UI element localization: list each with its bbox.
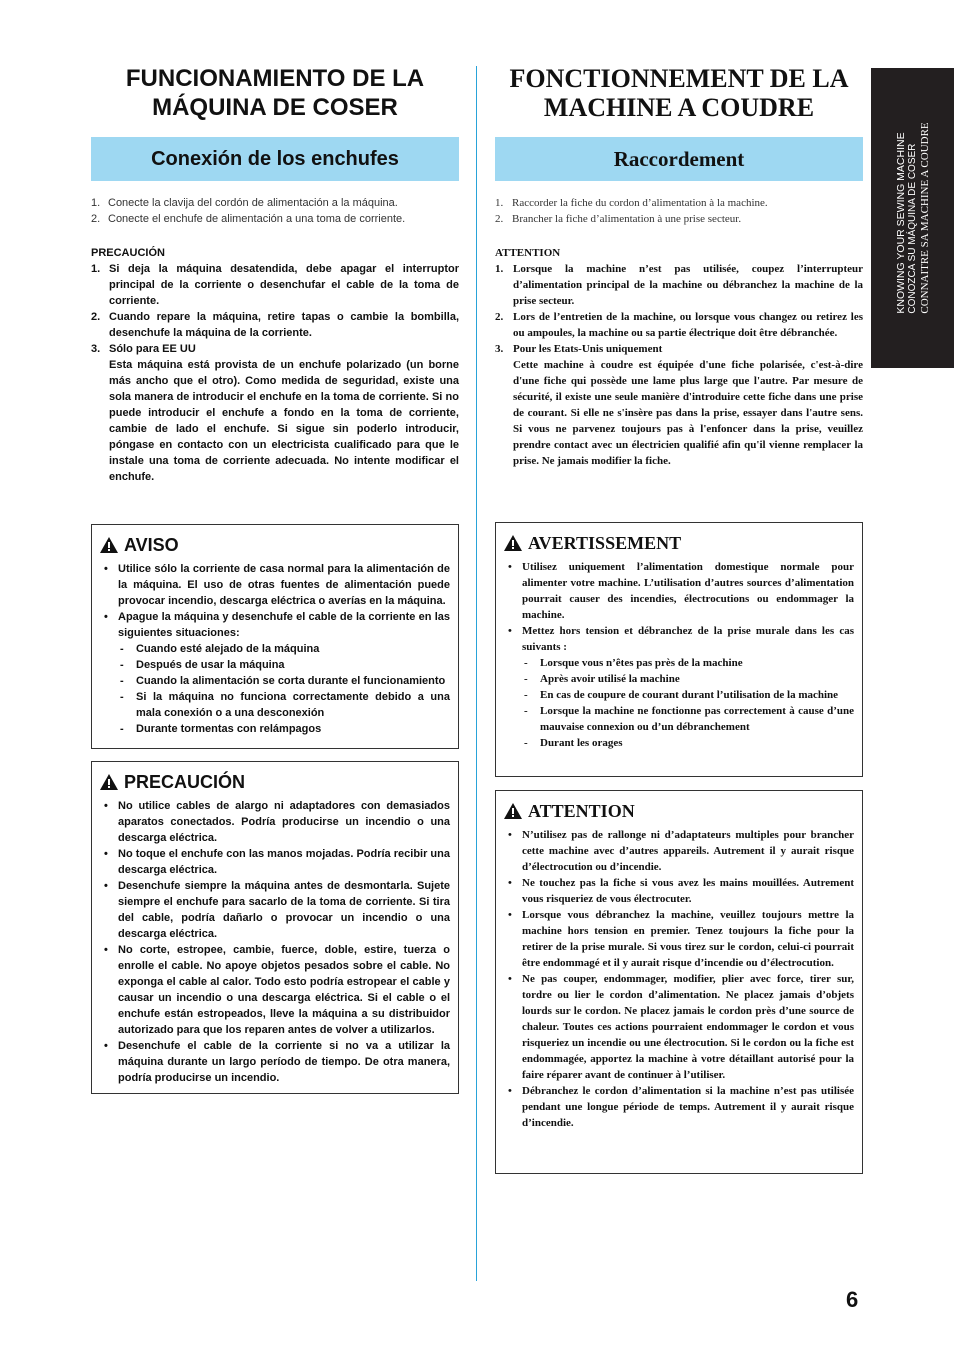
precaution-item: 1. Lorsque la machine n’est pas utilisée, coupez l’interrupteur d’alimentation principal de la machine ou débranchez la machine de la prise secteur. [495,263,863,307]
warning-triangle-icon [504,803,522,819]
avertissement-list [504,559,854,751]
chapter-label-es: CONOZCA SU MÁQUINA DE COSER [906,143,918,314]
warning-box-aviso [91,524,459,749]
precaution-item: 1. Si deja la máquina desatendida, debe apagar el interruptor principal de la corriente o desenchufar el cable de la toma de corriente. [91,263,459,307]
precaution-heading-es: PRECAUCIÓN [91,247,165,259]
page-title-es: FUNCIONAMIENTO DE LA MÁQUINA DE COSER [125,65,425,121]
page-number: 6 [846,1287,859,1312]
warning-triangle-icon [504,535,522,551]
sub-item: - Cuando esté alejado de la máquina [120,643,320,655]
step-item: 1. Raccorder la fiche du cordon d’alimentation à la machine. [495,197,768,209]
steps-list-fr [495,195,863,227]
precaution-item: 2. Lors de l’entretien de la machine, ou lorsque vous changez ou retirez les ou ampoules, la machine ou sa partie électrique doit être débranchée. [495,311,863,339]
step-item: 2. Conecte el enchufe de alimentación a una toma de corriente. [91,213,406,225]
list-item: • Mettez hors tension et débranchez de la prise murale dans les cas suivants : - Lorsque vous n’êtes pas près de la machine - Après avoir utilisé la machine - En cas de coupure de courant durant l’utilisation de la machine - Lorsque la machine ne fonctionne pas correctement à cause d’une mauvaise connexion ou d’un débranchement - Durant les orages [508,625,854,749]
sub-item: - Après avoir utilisé la machine [524,673,680,685]
chapter-side-tab [871,68,954,368]
precaution-item: 3. Sólo para EE UU Esta máquina está provista de un enchufe polarizado (un borne más ancho que el otro). Como medida de seguridad, existe una sola manera de introducir el enchufe en la toma de corriente. Si no puede introducir el enchufe a fondo en la toma de corriente, cambie de lado el enchufe. Si sigue sin poderlo introducir, póngase en contacto con un electricista cualificado para que le instale una toma de corriente adecuada. No intente modificar el enchufe. [91,343,459,483]
sub-item: - Si la máquina no funciona correctamente debido a una mala conexión o a una desconexión [120,691,450,719]
warning-box-heading: AVERTISSEMENT [504,531,854,555]
page-title-fr: FONCTIONNEMENT DE LA MACHINE A COUDRE [509,64,849,122]
list-item: • No utilice cables de alargo ni adaptadores con demasiados aparatos conectados. Podría producirse un incendio o una descarga eléctrica. [104,800,450,844]
warning-triangle-icon [100,774,118,790]
sub-list [118,641,450,737]
french-column [495,60,863,469]
precaution-list-es [91,261,459,485]
list-item: • No toque el enchufe con las manos mojadas. Podría recibir una descarga eléctrica. [104,848,450,876]
step-item: 2. Brancher la fiche d’alimentation à une prise secteur. [495,213,742,225]
section-banner-fr: Raccordement [495,137,863,181]
list-item: • Ne pas couper, endommager, modifier, plier avec force, tirer sur, tordre ou lier le cordon d’alimentation. Ne placez jamais d’objets lourds sur le cordon. Ne placez jamais le cordon près d’une source de chaleur. Toutes ces actions pourraient endommager le cordon et vous risqueriez un incendie ou une électrocution. Si le cordon ou la fiche est endommagée, apportez la machine à votre détaillant autorisé pour la faire réparer avant de continuer à l’utiliser. [508,973,854,1081]
spanish-column [91,60,459,485]
caution-box-heading: PRECAUCIÓN [100,770,450,794]
sub-item: - Cuando la alimentación se corta durante el funcionamiento [120,675,446,687]
list-item: • Desenchufe siempre la máquina antes de desmontarla. Sujete siempre el enchufe para sacarlo de la toma de corriente. Si tira del cable, podría dañarlo o provocar un incendio o una descarga eléctrica. [104,880,450,940]
list-item: • Lorsque vous débranchez la machine, veuillez toujours mettre la machine hors tension en premier. Tenez toujours la fiche pour la retirer de la prise murale. Si vous tirez sur le cordon, celui-ci pourrait être endommagé et il y aurait risque d’incendie ou d’électrocution. [508,909,854,969]
chapter-label-en: KNOWING YOUR SEWING MACHINE [894,132,907,314]
warning-box-avertissement [495,522,863,777]
caution-box-heading: ATTENTION [504,799,854,823]
column-divider [476,66,477,1281]
caution-box-attention [495,790,863,1174]
precaution-item: 2. Cuando repare la máquina, retire tapas o cambie la bombilla, desenchufe la máquina de la corriente. [91,311,459,339]
list-item: • Utilisez uniquement l’alimentation domestique normale pour alimenter votre machine. L’utilisation d’autres sources d’alimentation pourrait causer des incendies, électrocutions ou endommager la machine. [508,561,854,621]
section-banner-es: Conexión de los enchufes [91,137,459,181]
step-item: 1. Conecte la clavija del cordón de alimentación a la máquina. [91,197,398,209]
precaution-list-fr [495,261,863,469]
sub-item: - En cas de coupure de courant durant l’utilisation de la machine [524,689,839,701]
aviso-list [100,561,450,737]
precaution-heading-fr: ATTENTION [495,247,561,259]
sub-item: - Lorsque vous n’êtes pas près de la machine [524,657,743,669]
caution-box-precaucion [91,761,459,1094]
sub-item: - Durant les orages [524,737,623,749]
list-item: • N’utilisez pas de rallonge ni d’adaptateurs multiples pour brancher cette machine avec d’autres appareils. Autrement il y aurait risque d’électrocution ou d’incendie. [508,829,854,873]
attention-list [504,827,854,1131]
sub-item: - Después de usar la máquina [120,659,285,671]
chapter-tab-text [895,122,931,313]
sub-item: - Lorsque la machine ne fonctionne pas correctement à cause d’une mauvaise connexion ou d’un débranchement [524,705,854,733]
precaution-item: 3. Pour les Etats-Unis uniquement Cette machine à coudre est équipée d'une fiche polarisée, c'est-à-dire d'une fiche qui possède une lame plus large que l'autre. Par mesure de sécurité, il existe une seule manière d'introduire cette fiche dans une prise de courant. Si elle ne s'insère pas dans la prise, essayer dans l'autre sens. Si vous ne parvenez toujours pas à l'enfoncer dans la prise, veuillez prendre contact avec un électricien qualifié afin qu'il vienne remplacer la prise. Ne jamais modifier la fiche. [495,343,863,467]
list-item: • Débranchez le cordon d’alimentation si la machine n’est pas utilisée pendant une longue période de temps. Autrement il y aurait risque d’incendie. [508,1085,854,1129]
list-item: • Ne touchez pas la fiche si vous avez les mains mouillées. Autrement vous risqueriez de vous électrocuter. [508,877,854,905]
precaucion-list [100,798,450,1086]
sub-item: - Durante tormentas con relámpagos [120,723,322,735]
warning-box-heading: AVISO [100,533,450,557]
list-item: • Utilice sólo la corriente de casa normal para la alimentación de la máquina. El uso de otras fuentes de alimentación puede provocar incendio, descarga eléctrica o averías en la máquina. [104,563,450,607]
sub-list [522,655,854,751]
warning-triangle-icon [100,537,118,553]
steps-list-es [91,195,459,227]
list-item: • No corte, estropee, cambie, fuerce, doble, estire, tuerza o enrolle el cable. No apoye objetos pesados sobre el cable. No exponga el cable al calor. Todo esto podría estropear el cable y causar un incendio o una descarga eléctrica. Si el cable o el enchufe están estropeados, lleve la máquina a su distribuidor autorizado para que los reparen antes de volver a utilizarlos. [104,944,450,1036]
list-item: • Desenchufe el cable de la corriente si no va a utilizar la máquina durante un largo período de tiempo. De otra manera, podría producirse un incendio. [104,1040,450,1084]
chapter-label-fr: CONNAITRE SA MACHINE A COUDRE [918,122,931,314]
list-item: • Apague la máquina y desenchufe el cable de la corriente en las siguientes situaciones: - Cuando esté alejado de la máquina - Después de usar la máquina - Cuando la alimentación se corta durante el funcionamiento - Si la máquina no funciona correctamente debido a una mala conexión o a una desconexión - Durante tormentas con relámpagos [104,611,450,735]
